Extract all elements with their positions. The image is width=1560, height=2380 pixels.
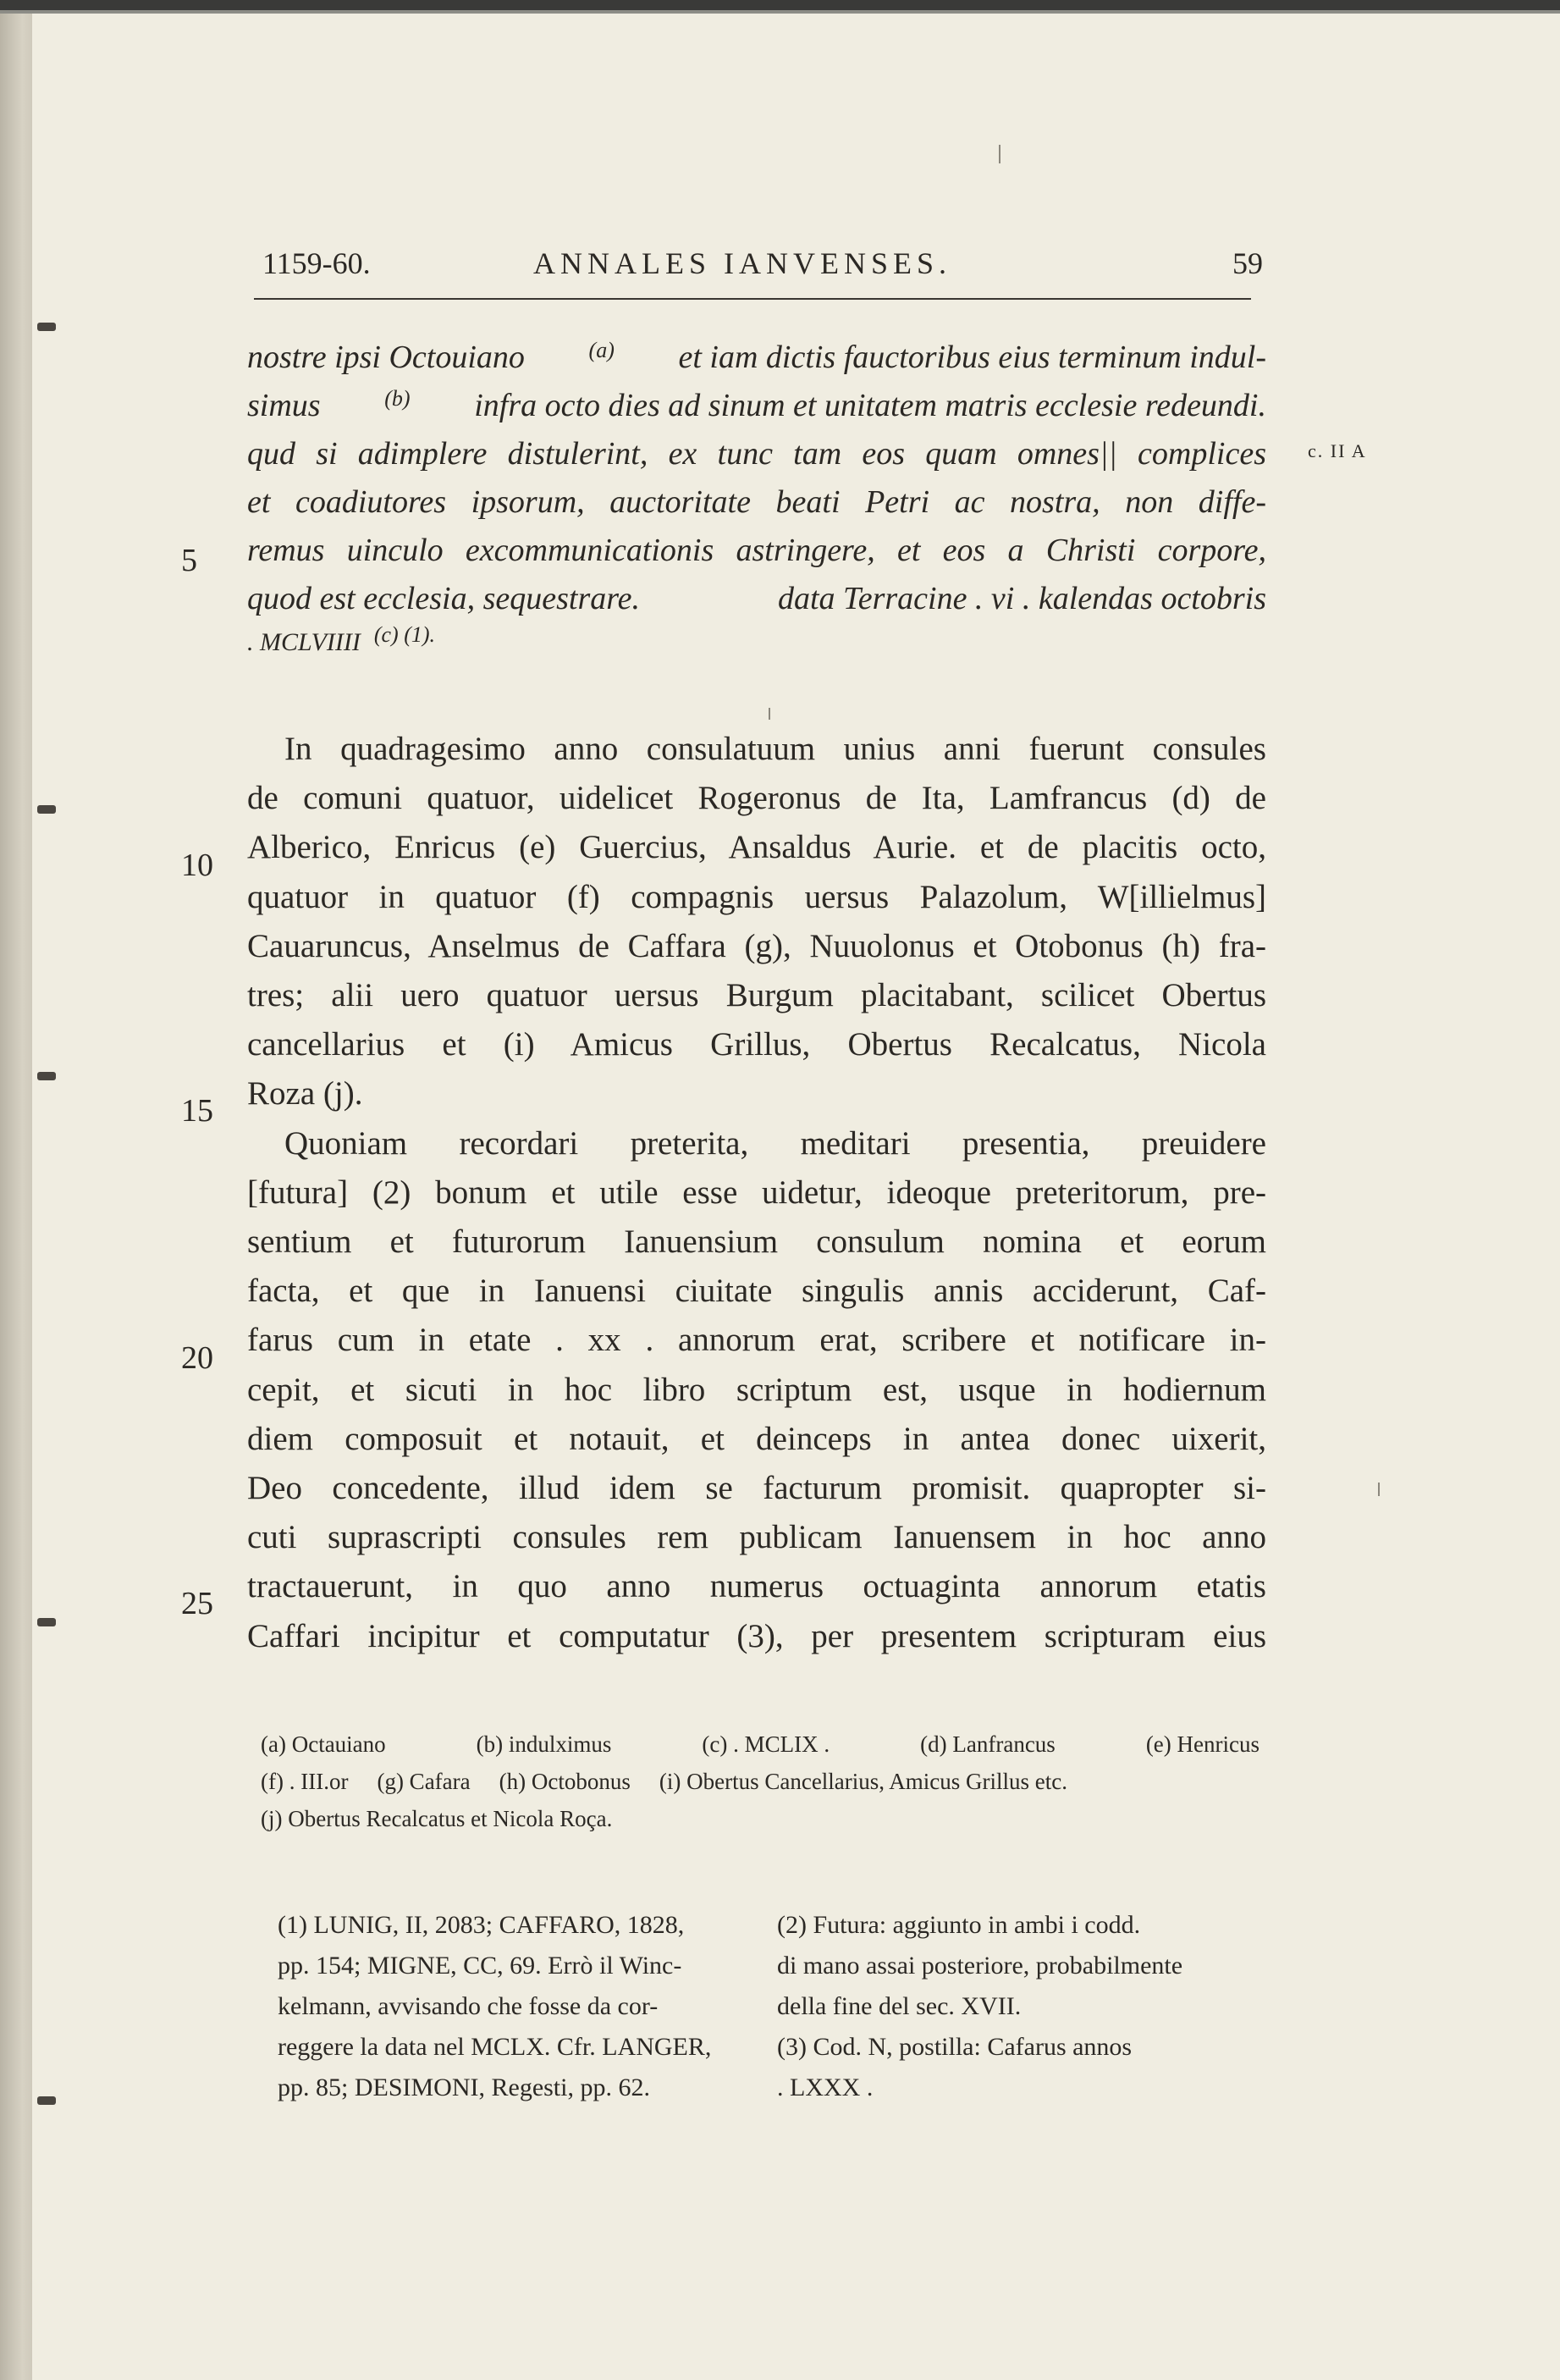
body-line [284, 1124, 1266, 1172]
line-number: 5 [181, 543, 197, 578]
header-rule [254, 298, 1251, 300]
body-line-text: farus cum in etate . xx . annorum erat, scribere et notificare in- [247, 1322, 1266, 1358]
variant-apparatus [261, 1731, 1260, 1843]
letter-line-text: remus uinculo excommunicationis astringere, et eos a Christi corpore, [247, 533, 1266, 568]
letter-line [247, 435, 1266, 483]
body-line [247, 1420, 1266, 1467]
running-header [222, 246, 1263, 293]
note-line: kelmann, avvisando che fosse da cor- [278, 1992, 659, 2020]
letter-line [247, 580, 1266, 627]
body-line-text: Roza (j). [247, 1075, 363, 1112]
body-line-text: tres; alii uero quatuor uersus Burgum placitabant, scilicet Obertus [247, 977, 1266, 1013]
body-line-text: sentium et futurorum Ianuensium consulum nomina et eorum [247, 1223, 1266, 1260]
line-number: 25 [181, 1586, 213, 1621]
paper-fiber-mark [769, 708, 770, 720]
body-line-text: tractauerunt, in quo anno numerus octuaginta annorum etatis [247, 1568, 1266, 1604]
body-line [247, 1173, 1266, 1221]
note-line: della fine del sec. XVII. [777, 1992, 1022, 2020]
body-line-text: facta, et que in Ianuensi ciuitate singulis annis acciderunt, Caf- [247, 1273, 1266, 1309]
letter-line [247, 387, 1266, 434]
body-line [247, 1025, 1266, 1073]
body-line [247, 927, 1266, 975]
variant-note: (a) Octauiano [261, 1731, 386, 1757]
header-years: 1159-60. [262, 246, 371, 280]
body-line-text: cancellarius et (i) Amicus Grillus, Obertus Recalcatus, Nicola [247, 1026, 1266, 1063]
header-title: ANNALES IANVENSES. [533, 246, 951, 280]
variant-note: (f) . III.or [261, 1769, 349, 1794]
body-line [247, 1518, 1266, 1565]
body-line-text: diem composuit et notauit, et deinceps in antea donec uixerit, [247, 1421, 1266, 1457]
body-line-text: Alberico, Enricus (e) Guercius, Ansaldus Aurie. et de placitis octo, [247, 829, 1266, 865]
letter-line-text: nostre ipsi Octouiano [247, 340, 525, 375]
variant-row [261, 1769, 1260, 1806]
variant-note: (d) Lanfrancus [920, 1731, 1056, 1757]
line-number: 20 [181, 1340, 213, 1376]
body-line [247, 1567, 1266, 1615]
notes-left-column [278, 1911, 741, 2114]
variant-note: (j) Obertus Recalcatus et Nicola Roça. [261, 1806, 613, 1831]
letter-line-text: et iam dictis fauctoribus eius terminum indul- [678, 340, 1266, 375]
letter-line-text: data Terracine . vi . kalendas octobris [778, 581, 1266, 616]
body-line-text: Caffari incipitur et computatur (3), per presentem scripturam eius [247, 1618, 1266, 1654]
note-line: (2) Futura: aggiunto in ambi i codd. [777, 1911, 1141, 1939]
line-number: 10 [181, 848, 213, 883]
body-line [247, 878, 1266, 925]
body-line [247, 1272, 1266, 1319]
body-line-text: [futura] (2) bonum et utile esse uidetur, ideoque preteritorum, pre- [247, 1174, 1266, 1211]
note-line: pp. 154; MIGNE, CC, 69. Errò il Winc- [278, 1952, 682, 1980]
margin-note: c. II A [1308, 440, 1367, 461]
scan-top-edge [0, 0, 1560, 10]
body-line-text: de comuni quatuor, uidelicet Rogeronus de Ita, Lamfrancus (d) de [247, 780, 1266, 816]
letter-line-text: simus [247, 388, 321, 423]
variant-note: (c) . MCLIX . [702, 1731, 830, 1757]
variant-note: (i) Obertus Cancellarius, Amicus Grillus etc. [659, 1769, 1068, 1794]
note-line: pp. 85; DESIMONI, Regesti, pp. 62. [278, 2074, 650, 2101]
variant-note: (e) Henricus [1145, 1731, 1260, 1757]
binding-thread-mark [37, 1618, 56, 1626]
line-number: 15 [181, 1093, 213, 1129]
variant-note: (g) Cafara [377, 1769, 471, 1794]
body-line [284, 730, 1266, 777]
body-line [247, 1223, 1266, 1270]
variant-ref: (a) [588, 338, 615, 362]
body-line-text: Quoniam recordari preterita, meditari presentia, preuidere [284, 1125, 1266, 1162]
letter-line-text: quod est ecclesia, sequestrare. [247, 581, 640, 616]
body-line [247, 1321, 1266, 1368]
variant-row [261, 1806, 1260, 1843]
variant-row [261, 1731, 1260, 1769]
binding-thread-mark [37, 1072, 56, 1080]
note-line: (3) Cod. N, postilla: Cafarus annos [777, 2033, 1133, 2061]
notes-right-column [777, 1911, 1276, 2114]
letter-line-text: et coadiutores ipsorum, auctoritate beati Petri ac nostra, non diffe- [247, 484, 1266, 520]
paper-fiber-mark [1378, 1483, 1380, 1496]
note-line: reggere la data nel MCLX. Cfr. LANGER, [278, 2033, 712, 2061]
binding-thread-mark [37, 805, 56, 814]
note-line: (1) LUNIG, II, 2083; CAFFARO, 1828, [278, 1911, 685, 1939]
letter-line [247, 532, 1266, 579]
page-number: 59 [1232, 246, 1263, 280]
body-line-text: In quadragesimo anno consulatuum unius anni fuerunt consules [284, 731, 1266, 767]
variant-ref: (b) [384, 386, 411, 411]
variant-note: (h) Octobonus [499, 1769, 631, 1794]
note-line: . LXXX . [777, 2074, 874, 2101]
body-line-text: cuti suprascripti consules rem publicam Ianuensem in hoc anno [247, 1519, 1266, 1555]
binding-thread-mark [37, 2096, 56, 2105]
note-line: di mano assai posteriore, probabilmente [777, 1952, 1183, 1980]
body-line-text: quatuor in quatuor (f) compagnis uersus Palazolum, W[illielmus] [247, 879, 1266, 915]
variant-note: (b) indulximus [476, 1731, 612, 1757]
body-line-text: Deo concedente, illud idem se facturum promisit. quapropter si- [247, 1470, 1266, 1506]
letter-line [247, 483, 1266, 531]
binding-thread-mark [37, 323, 56, 331]
body-line [247, 1371, 1266, 1418]
paper-fiber-mark [999, 145, 1000, 163]
body-line-text: Cauaruncus, Anselmus de Caffara (g), Nuuolonus et Otobonus (h) fra- [247, 928, 1266, 964]
letter-line [247, 339, 1266, 386]
page-binding-edge [0, 14, 32, 2380]
letter-line-text: infra octo dies ad sinum et unitatem matris ecclesie redeundi. [474, 388, 1266, 423]
body-line [247, 976, 1266, 1024]
letter-line [247, 622, 1266, 676]
letter-date: . MCLVIIII [247, 628, 361, 656]
letter-line-text: qud si adimplere distulerint, ex tunc tam eos quam omnes|| complices [247, 436, 1266, 472]
body-line [247, 828, 1266, 875]
body-line [247, 779, 1266, 826]
body-line [247, 1617, 1266, 1665]
body-line [247, 1074, 1266, 1122]
variant-ref: (c) (1). [373, 622, 436, 647]
body-line [247, 1469, 1266, 1516]
body-line-text: cepit, et sicuti in hoc libro scriptum est, usque in hodiernum [247, 1372, 1266, 1408]
